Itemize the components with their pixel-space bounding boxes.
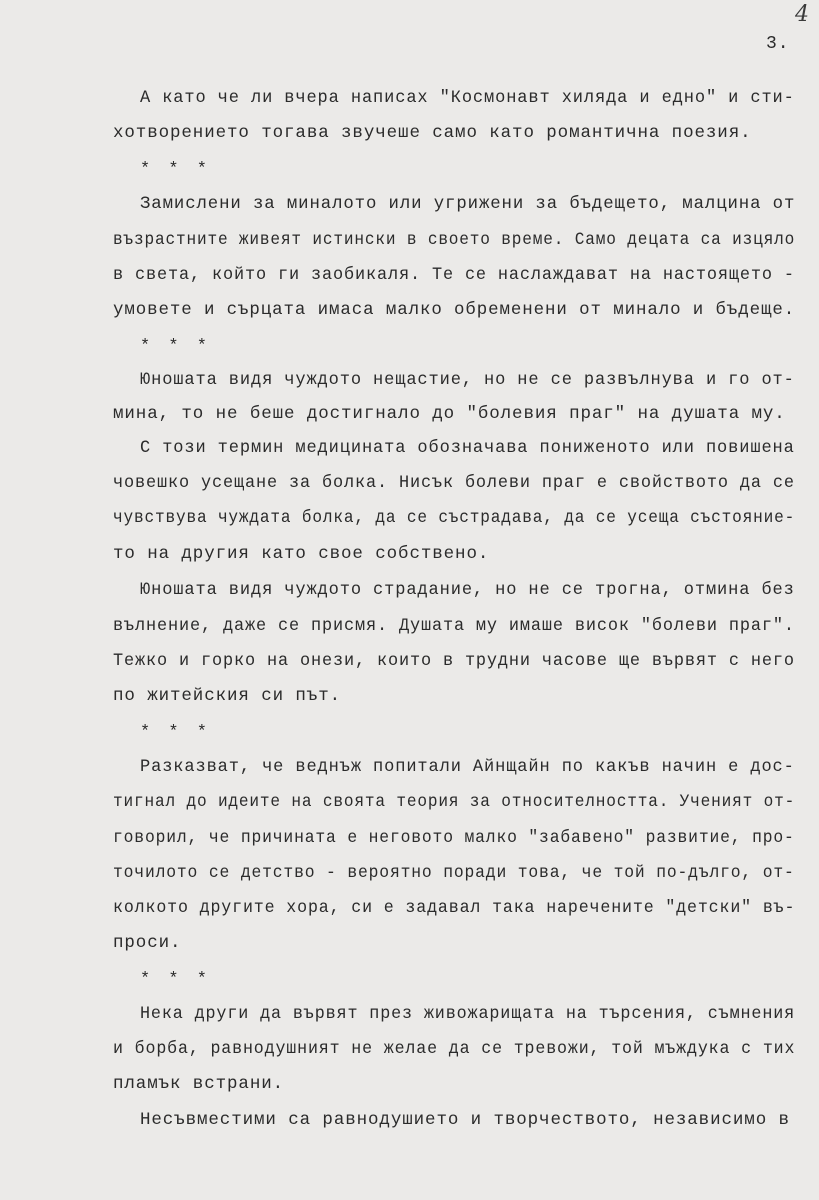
text-line: пламък встрани. xyxy=(113,1074,285,1094)
text-line: Замислени за миналото или угрижени за бъдещето, малцина от xyxy=(140,194,796,214)
text-line: Несъвместими са равнодушието и творчеството, независимо в xyxy=(140,1110,790,1130)
text-line: в света, който ги заобикаля. Те се наслаждават на настоящето - xyxy=(113,265,795,285)
text-line: чувствува чуждата болка, да се състрадава, да се усеща състояние- xyxy=(113,508,796,528)
text-line: Тежко и горко на онези, които в трудни часове ще вървят с него xyxy=(113,651,795,671)
handwritten-page-number: 4 xyxy=(795,2,809,27)
text-line: точилото се детство - вероятно поради това, че той по-дълго, от- xyxy=(113,863,795,883)
text-line: мина, то не беше достигнало до "болевия праг" на душата му. xyxy=(113,404,786,424)
text-line: и борба, равнодушният не желае да се тревожи, той мъждука с тих xyxy=(113,1039,796,1059)
text-line: човешко усещане за болка. Нисък болеви праг е свойството да се xyxy=(113,473,795,493)
text-line: говорил, че причината е неговото малко "забавено" развитие, про- xyxy=(113,828,795,848)
text-line: възрастните живеят истински в своето време. Само децата са изцяло xyxy=(113,230,796,250)
text-line: С този термин медицината обозначава пониженото или повишена xyxy=(140,438,795,458)
text-line: то на другия като свое собствено. xyxy=(113,544,490,564)
text-line: вълнение, даже се присмя. Душата му имаше висок "болеви праг". xyxy=(113,616,795,636)
section-separator: * * * xyxy=(140,723,212,742)
text-line: Нека други да вървят през живожарищата на търсения, съмнения xyxy=(140,1004,796,1024)
text-line: Юношата видя чуждото страдание, но не се трогна, отмина без xyxy=(140,580,795,600)
text-line: умовете и сърцата имаса малко обременени от минало и бъдеще. xyxy=(113,300,796,320)
text-line: колкото другите хора, си е задавал така наречените "детски" въ- xyxy=(113,898,796,918)
text-line: по житейския си път. xyxy=(113,686,342,706)
section-separator: * * * xyxy=(140,160,212,179)
text-line: проси. xyxy=(113,933,182,953)
section-separator: * * * xyxy=(140,337,212,356)
text-line: тигнал до идеите на своята теория за относителността. Ученият от- xyxy=(113,792,796,812)
page-number: 3. xyxy=(766,34,790,54)
text-line: Юношата видя чуждото нещастие, но не се развълнува и го от- xyxy=(140,370,795,390)
text-line: А като че ли вчера написах "Космонавт хиляда и едно" и сти- xyxy=(140,88,795,108)
text-line: Разказват, че веднъж попитали Айнщайн по какъв начин е дос- xyxy=(140,757,795,777)
text-line: хотворението тогава звучеше само като романтична поезия. xyxy=(113,123,752,143)
section-separator: * * * xyxy=(140,970,212,989)
